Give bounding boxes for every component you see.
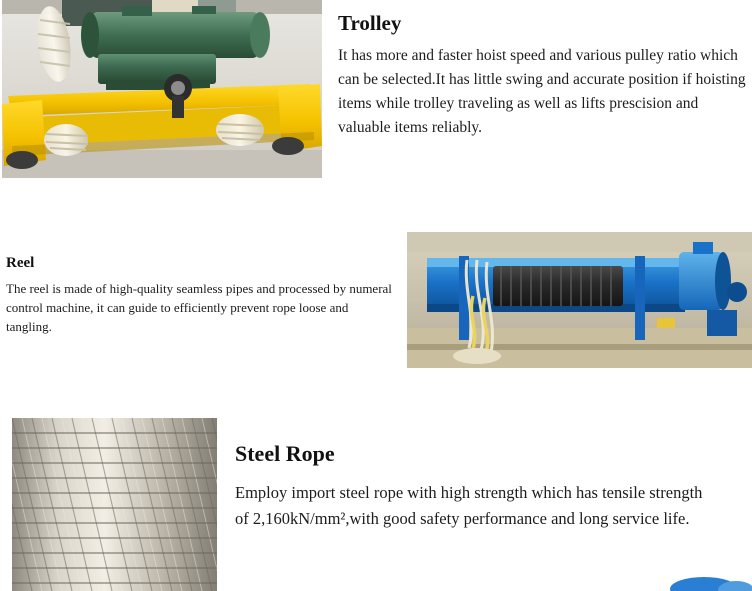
steel-rope-illustration (12, 418, 217, 591)
trolley-text-column (322, 0, 752, 185)
steel-rope-text-column (217, 418, 752, 591)
reel-photo (407, 232, 752, 368)
reel-text-column (0, 232, 407, 378)
section-reel (0, 232, 752, 378)
section-steel-rope (0, 418, 752, 591)
reel-illustration (407, 232, 752, 368)
reel-body: The reel is made of high-quality seamless pipes and processed by numeral control machine, it can guide to efficiently prevent rope loose and tangling. (6, 281, 392, 334)
trolley-body: It has more and faster hoist speed and various pulley ratio which can be selected.It has little swing and accurate position if hoisting items while trolley traveling as well as lifts prescision and valuable items reliably. (338, 47, 746, 136)
section-trolley (0, 0, 752, 185)
steel-rope-photo (12, 418, 217, 591)
trolley-heading: Trolley (338, 11, 402, 35)
reel-heading: Reel (6, 255, 35, 271)
steel-rope-heading: Steel Rope (235, 441, 335, 466)
steel-rope-body: Employ import steel rope with high strength which has tensile strength of 2,160kN/mm²,with good safety performance and long service life. (235, 483, 703, 528)
trolley-photo (2, 0, 322, 178)
trolley-illustration (2, 0, 322, 178)
